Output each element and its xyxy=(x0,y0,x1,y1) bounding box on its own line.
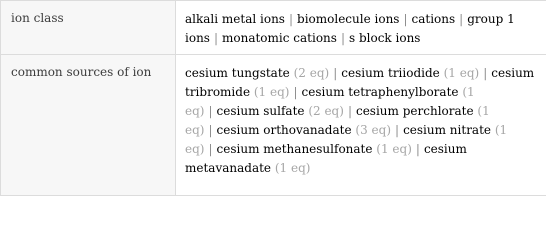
separator: | xyxy=(340,31,345,45)
table-row-ion-class xyxy=(1,1,546,55)
source-eq: (1 eq) xyxy=(185,123,508,156)
source-eq: (3 eq) xyxy=(355,123,392,137)
row-header-common-sources: common sources of ion xyxy=(11,65,152,79)
row-value-cell xyxy=(176,55,546,196)
separator: | xyxy=(208,142,213,156)
ion-class-item: s block ions xyxy=(348,31,421,45)
separator: | xyxy=(208,104,213,118)
source-eq: (1 eq) xyxy=(185,104,490,137)
ion-class-item: group 1 ions xyxy=(185,12,515,45)
source-name: cesium methanesulfonate xyxy=(216,142,373,156)
source-eq: (2 eq) xyxy=(293,66,330,80)
source-name: cesium tungstate xyxy=(185,66,290,80)
source-name: cesium tetraphenylborate xyxy=(301,85,459,99)
source-name: cesium triiodide xyxy=(341,66,440,80)
source-name: cesium nitrate xyxy=(403,123,492,137)
source-list xyxy=(176,55,546,178)
separator: | xyxy=(483,66,488,80)
ion-class-item: biomolecule ions xyxy=(297,12,400,26)
separator: | xyxy=(347,104,352,118)
source-eq: (1 eq) xyxy=(185,85,475,118)
separator: | xyxy=(208,123,213,137)
source-eq: (2 eq) xyxy=(308,104,344,118)
ion-class-item: monatomic cations xyxy=(222,31,337,45)
source-name: cesium metavanadate xyxy=(185,142,467,175)
separator: | xyxy=(415,142,420,156)
source-eq: (1 eq) xyxy=(253,85,290,99)
row-value-cell xyxy=(176,1,546,55)
row-header-cell xyxy=(1,55,176,196)
separator: | xyxy=(333,66,338,80)
separator: | xyxy=(459,12,464,26)
separator: | xyxy=(213,31,218,45)
row-header-cell xyxy=(1,1,176,55)
source-eq: (1 eq) xyxy=(274,161,311,175)
source-eq: (1 eq) xyxy=(443,66,480,80)
source-name: cesium sulfate xyxy=(216,104,305,118)
source-name: cesium tribromide xyxy=(185,66,535,99)
separator: | xyxy=(288,12,294,26)
separator: | xyxy=(403,12,408,26)
source-name: cesium perchlorate xyxy=(355,104,474,118)
separator: | xyxy=(395,123,400,137)
source-eq: (1 eq) xyxy=(376,142,412,156)
table-row-common-sources xyxy=(1,55,546,196)
separator: | xyxy=(293,85,298,99)
ion-class-list xyxy=(176,1,546,48)
row-header-ion-class: ion class xyxy=(11,11,64,25)
ion-class-item: cations xyxy=(411,12,456,26)
source-name: cesium orthovanadate xyxy=(216,123,352,137)
ion-class-item: alkali metal ions xyxy=(185,12,285,26)
